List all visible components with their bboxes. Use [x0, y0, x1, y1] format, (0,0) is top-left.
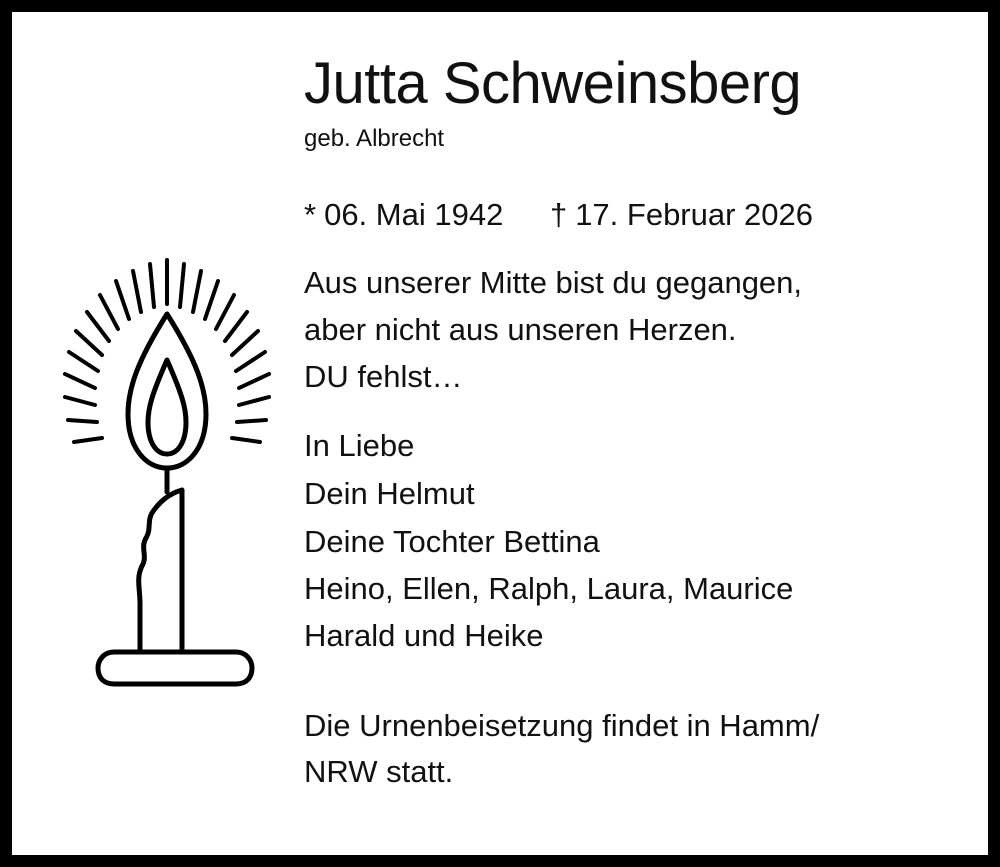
family-line: Harald und Heike — [304, 617, 544, 653]
birth-symbol: * — [304, 197, 317, 233]
life-dates — [304, 197, 974, 233]
closing-line: In Liebe — [304, 428, 415, 464]
verse-line: DU fehlst… — [304, 359, 463, 395]
death-date: 17. Februar 2026 — [575, 197, 814, 233]
birth-date-group — [304, 197, 512, 232]
note-line: Die Urnenbeisetzung findet in Hamm/ — [304, 707, 820, 743]
deceased-name: Jutta Schweinsberg — [304, 51, 802, 116]
death-date-group — [550, 197, 813, 232]
memorial-verse — [304, 259, 974, 400]
obituary-text — [304, 51, 974, 796]
verse-line: aber nicht aus unseren Herzen. — [304, 312, 737, 348]
funeral-note — [304, 703, 974, 796]
obituary-inner — [12, 12, 988, 855]
note-line: NRW statt. — [304, 754, 454, 790]
family-line: Deine Tochter Bettina — [304, 523, 600, 559]
family-line: Dein Helmut — [304, 476, 475, 512]
birth-date: 06. Mai 1942 — [324, 197, 504, 233]
death-symbol: † — [549, 197, 568, 233]
candle-icon — [42, 252, 292, 702]
family-list — [304, 470, 974, 658]
maiden-name: geb. Albrecht — [304, 125, 445, 153]
verse-line: Aus unserer Mitte bist du gegangen, — [304, 265, 803, 301]
family-line: Heino, Ellen, Ralph, Laura, Maurice — [304, 570, 794, 606]
